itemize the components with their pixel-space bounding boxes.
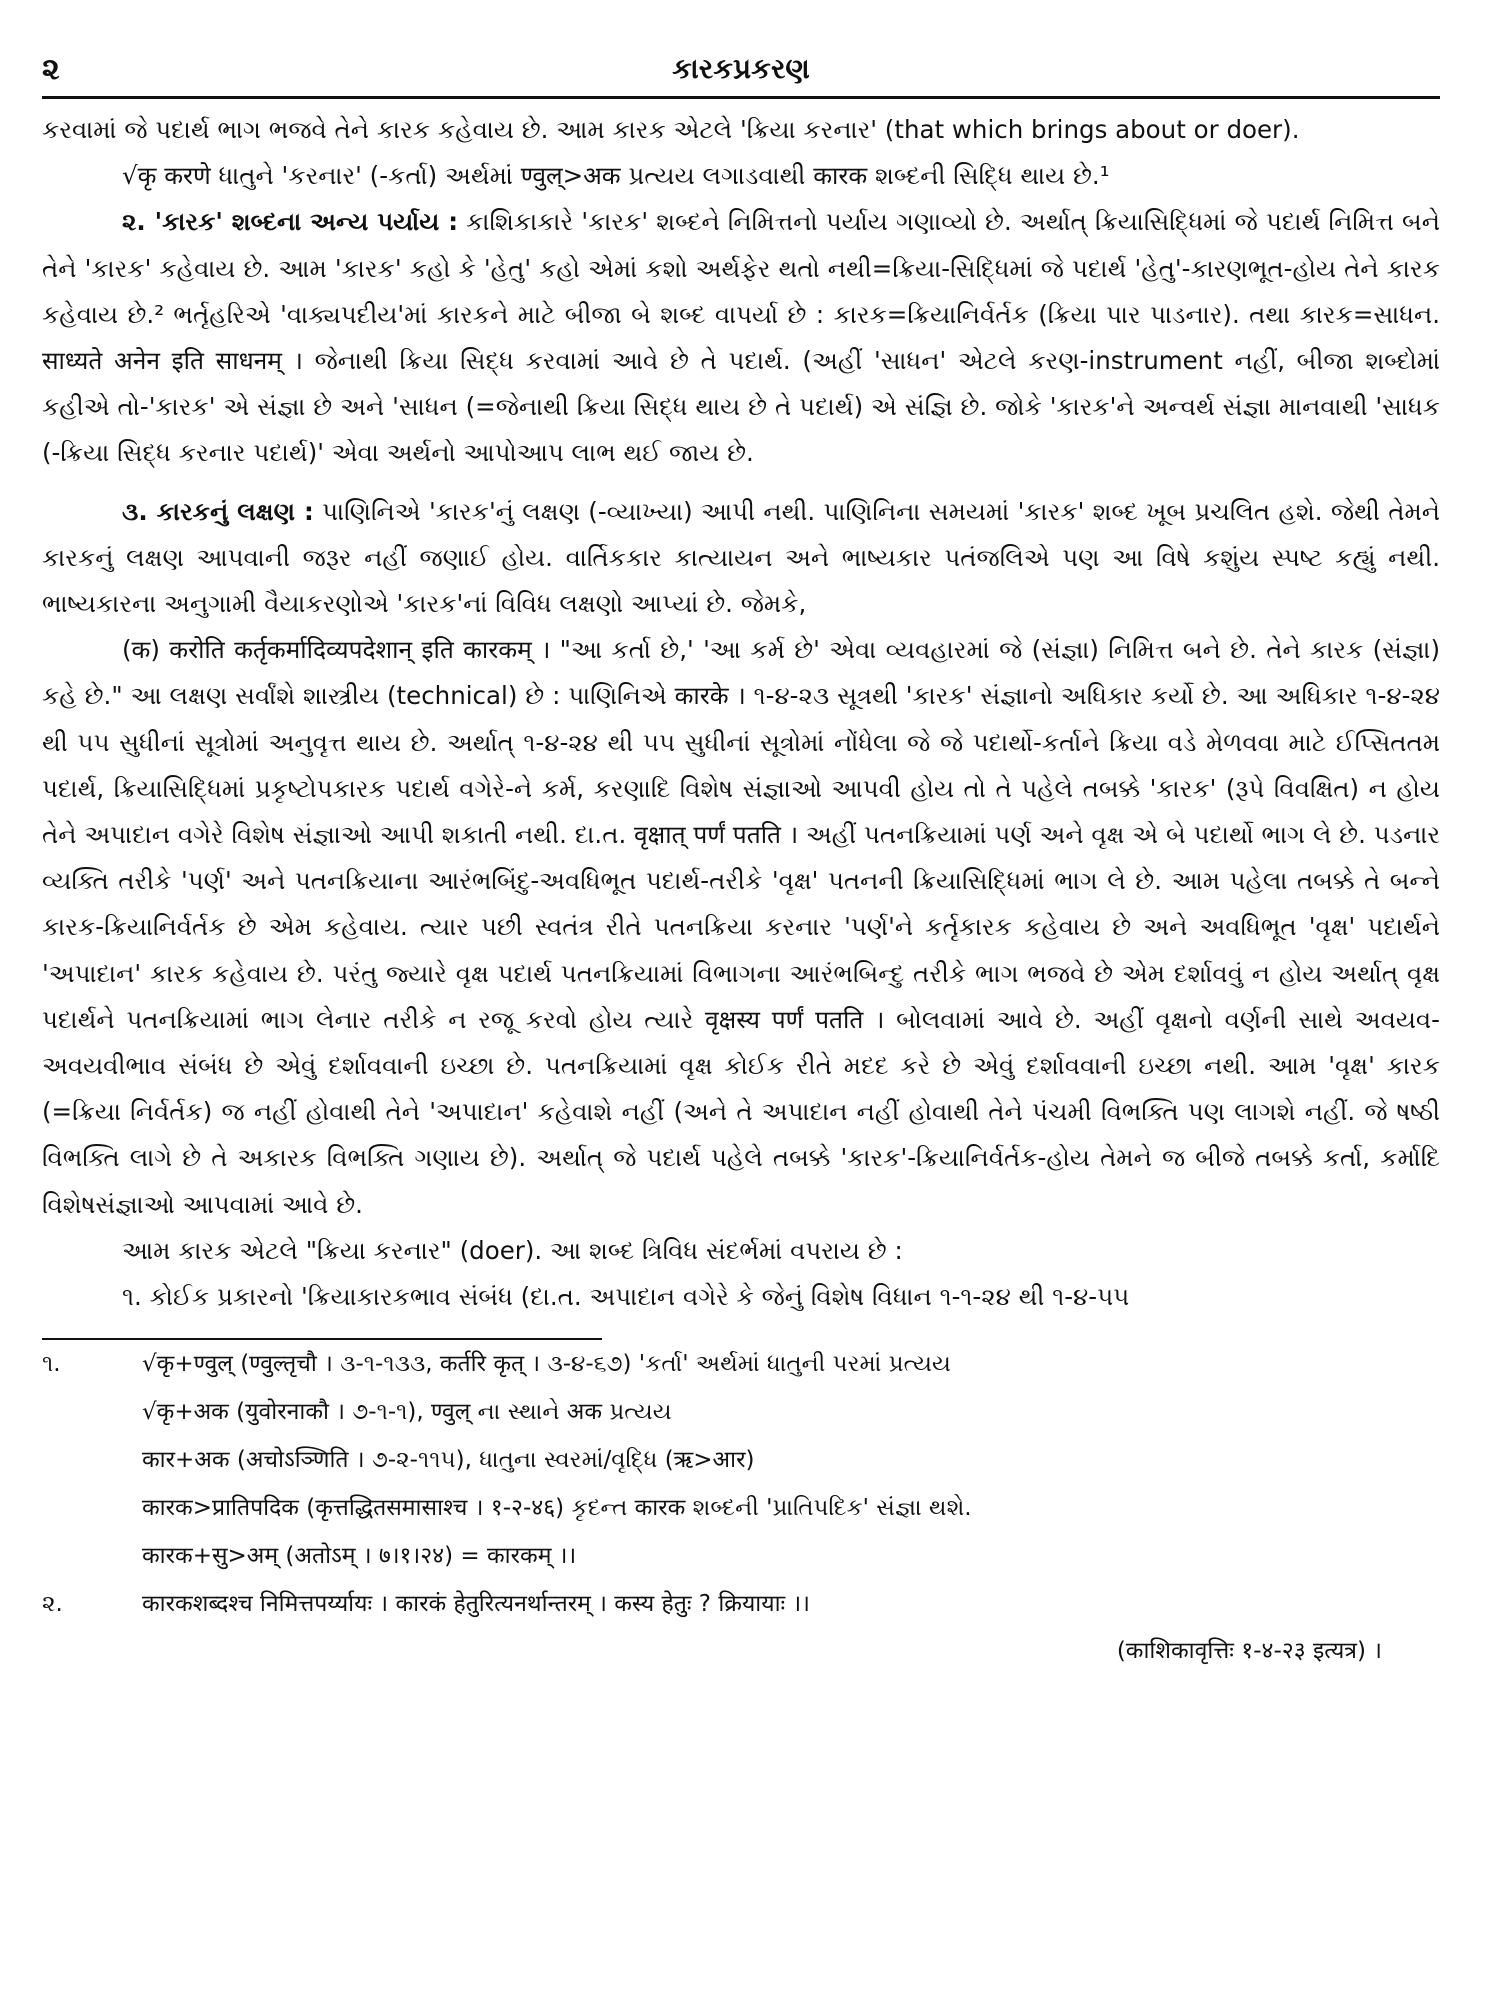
section-heading: ૩. કારકનું લક્ષણ : <box>122 496 314 526</box>
page-number: ૨ <box>42 52 60 87</box>
footnote-line: कारक>प्रातिपदिक (कृत्तद्धितसमासाश्च । १-२-४६) કૃદન્ત कारक શબ્દની 'પ્રાતિપદિક' સંજ્ઞા થશે. <box>142 1495 972 1522</box>
footnote-text <box>142 1580 1442 1628</box>
footnote <box>42 1580 1442 1628</box>
paragraph: કરવામાં જે પદાર્થ ભાગ ભજવે તેને કારક કહેવાય છે. આમ કારક એટલે 'ક્રિયા કરનાર' (that which brings about or doer). <box>42 115 1300 144</box>
footnote-source: (काशिकावृत्तिः १-४-२३ इत्यत्र) । <box>1116 1638 1382 1665</box>
footnote-number: ૨. <box>42 1591 63 1618</box>
paragraph: આમ કારક એટલે "ક્રિયા કરનાર" (doer). આ શબ્દ ત્રિવિધ સંદર્ભમાં વપરાય છે : <box>122 1235 903 1265</box>
footnote-line: √कृ+अक (युवोरनाकौ । ૭-૧-૧), ण्वुल् ના સ્થાને अक પ્રત્યય <box>142 1399 672 1426</box>
running-title: કારકપ્રકરણ <box>672 52 810 85</box>
footnote <box>42 1340 1442 1580</box>
footnote-line: कारक+सु>अम् (अतोऽम् । ७।१।२४) = कारकम् ।। <box>142 1543 577 1570</box>
paragraph: ૧. કોઈક પ્રકારનો 'ક્રિયાકારકભાવ સંબંધ (દા.ત. અપાદાન વગેરે કે જેનું વિશેષ વિધાન ૧-૧-૨૪ થી ૧-૪-૫૫ <box>122 1282 1130 1312</box>
page-header <box>42 52 1440 99</box>
footnote-text <box>142 1340 1442 1580</box>
paragraph: √कृ करणे ધાતુને 'કરનાર' (-કર્તા) અર્થમાં ण्वुल्>अक પ્રત્યય લગાડવાથી कारक શબ્દની સિદ્ધિ થાય છે.¹ <box>122 161 1110 191</box>
footnote-line: कारकशब्दश्च निमित्तपर्य्यायः । कारकं हेतुरित्यनर्थान्तरम् । कस्य हेतुः ? क्रियायाः ।। <box>142 1591 810 1618</box>
footnote-line: कार+अक (अचोऽञ्णिति । ૭-૨-૧૧૫), ધાતુના સ્વરમાં/વૃદ્ધિ (ऋ>आर) <box>142 1447 755 1474</box>
section-paragraph: ૨. 'કારક' શબ્દના અન્ય પર્યાય : કાશિકાકારે 'કારક' શબ્દને નિમિત્તનો પર્યાય ગણાવ્યો છે. અર્થાત્ ક્રિયાસિદ્ધિમાં જે પદાર્થ નિમિત્ત બને તેને 'કારક' કહેવાય છે. આમ 'કારક' કહો કે 'હેતુ' કહો એમાં કશો અર્થફેર થતો નથી=ક્રિયા-સિદ્ધિમાં જે પદાર્થ 'હેતુ'-કારણભૂત-હોય તેને કારક કહેવાય છે.² ભર્તૃહરિએ 'વાક્યપદીય'માં કારકને માટે બીજા બે શબ્દ વાપર્યા છે : કારક=ક્રિયાનિર્વર્તક (ક્રિયા પાર પાડનાર). તથા કારક=સાધન. साध्यते अनेन इति साधनम् । જેનાથી ક્રિયા સિદ્ધ કરવામાં આવે છે તે પદાર્થ. (અહીં 'સાધન' એટલે કરણ-instrument નહીં, બીજા શબ્દોમાં કહીએ તો-'કારક' એ સંજ્ઞા છે અને 'સાધન (=જેનાથી ક્રિયા સિદ્ધ થાય છે તે પદાર્થ) એ સંજ્ઞિ છે. જોકે 'કારક'ને અન્વર્થ સંજ્ઞા માનવાથી 'સાધક (-ક્રિયા સિદ્ધ કરનાર પદાર્થ)' એવા અર્થનો આપોઆપ લાભ થઈ જાય છે. <box>42 207 1440 468</box>
section-heading: ૨. 'કારક' શબ્દના અન્ય પર્યાય : <box>122 207 459 237</box>
paragraph: (क) करोति कर्तृकर्मादिव्यपदेशान् इति कारकम् । "આ કર્તા છે,' 'આ કર્મ છે' એવા વ્યવહારમાં જે (સંજ્ઞા) નિમિત્ત બને છે. તેને કારક (સંજ્ઞા) કહે છે." આ લક્ષણ સર્વાંશે શાસ્ત્રીય (technical) છે : પાણિનિએ कारके । ૧-૪-૨૩ સૂત્રથી 'કારક' સંજ્ઞાનો અધિકાર કર્યો છે. આ અધિકાર ૧-૪-૨૪ થી ૫૫ સુધીનાં સૂત્રોમાં અનુવૃત્ત થાય છે. અર્થાત્ ૧-૪-૨૪ થી ૫૫ સુધીનાં સૂત્રોમાં નોંધેલા જે જે પદાર્થો-કર્તાને ક્રિયા વડે મેળવવા માટે ઈપ્સિતતમ પદાર્થ, ક્રિયાસિદ્ધિમાં પ્રકૃષ્ટોપકારક પદાર્થ વગેરે-ને કર્મ, કરણાદિ વિશેષ સંજ્ઞાઓ આપવી હોય તો તે પહેલે તબક્કે 'કારક' (રૂપે વિવક્ષિત) ન હોય તેને અપાદાન વગેરે વિશેષ સંજ્ઞાઓ આપી શકાતી નથી. દા.ત. वृक्षात् पर्णं पतति । અહીં પતનક્રિયામાં પર્ણ અને વૃક્ષ એ બે પદાર્થો ભાગ લે છે. પડનાર વ્યક્તિ તરીકે 'પર્ણ' અને પતનક્રિયાના આરંભબિંદુ-અવધિભૂત પદાર્થ-તરીકે 'વૃક્ષ' પતનની ક્રિયાસિદ્ધિમાં ભાગ લે છે. આમ પહેલા તબક્કે તે બન્ને કારક-ક્રિયાનિર્વર્તક છે એમ કહેવાય. ત્યાર પછી સ્વતંત્ર રીતે પતનક્રિયા કરનાર 'પર્ણ'ને કર્તૃકારક કહેવાય છે અને અવધિભૂત 'વૃક્ષ' પદાર્થને 'અપાદાન' કારક કહેવાય છે. પરંતુ જ્યારે વૃક્ષ પદાર્થ પતનક્રિયામાં વિભાગના આરંભબિન્દુ તરીકે ભાગ ભજવે છે એમ દર્શાવવું ન હોય અર્થાત્ વૃક્ષ પદાર્થને પતનક્રિયામાં ભાગ લેનાર તરીકે ન રજૂ કરવો હોય ત્યારે वृक्षस्य पर्णं पतति । બોલવામાં આવે છે. અહીં વૃક્ષનો વર્ણની સાથે અવયવ-અવયવીભાવ સંબંધ છે એવું દર્શાવવાની ઇચ્છા છે. પતનક્રિયામાં વૃક્ષ કોઈક રીતે મદદ કરે છે એવું દર્શાવવાની ઇચ્છા નથી. આમ 'વૃક્ષ' કારક (=ક્રિયા નિર્વર્તક) જ નહીં હોવાથી તેને 'અપાદાન' કહેવાશે નહીં (અને તે અપાદાન નહીં હોવાથી તેને પંચમી વિભક્તિ પણ લાગશે નહીં. જે ષષ્ઠી વિભક્તિ લાગે છે તે અકારક વિભક્તિ ગણાય છે). અર્થાત્ જે પદાર્થ પહેલે તબક્કે 'કારક'-ક્રિયાનિર્વર્તક-હોય તેમને જ બીજે તબક્કે કર્તા, કર્માદિ વિશેષસંજ્ઞાઓ આપવામાં આવે છે. <box>42 635 1440 1219</box>
footnote-line: √कृ+ण्वुल् (ण्वुल्तृचौ । ૩-૧-૧૩૩, कर्तरि कृत् । ૩-૪-૬૭) 'કર્તા' અર્થમાં ધાતુની પરમાં પ્રત્યય <box>142 1351 951 1378</box>
footnotes <box>42 1340 1442 1674</box>
body-text <box>42 107 1440 1320</box>
section-paragraph: ૩. કારકનું લક્ષણ : પાણિનિએ 'કારક'નું લક્ષણ (-વ્યાખ્યા) આપી નથી. પાણિનિના સમયમાં 'કારક' શબ્દ ખૂબ પ્રચલિત હશે. જેથી તેમને કારકનું લક્ષણ આપવાની જરૂર નહીં જણાઈ હોય. વાર્તિકકાર કાત્યાયન અને ભાષ્યકાર પતંજલિએ પણ આ વિષે કશુંય સ્પષ્ટ કહ્યું નથી. ભાષ્યકારના અનુગામી વૈયાકરણોએ 'કારક'નાં વિવિધ લક્ષણો આપ્યાં છે. જેમકે, <box>42 496 1441 619</box>
footnote-number: ૧. <box>42 1351 61 1378</box>
